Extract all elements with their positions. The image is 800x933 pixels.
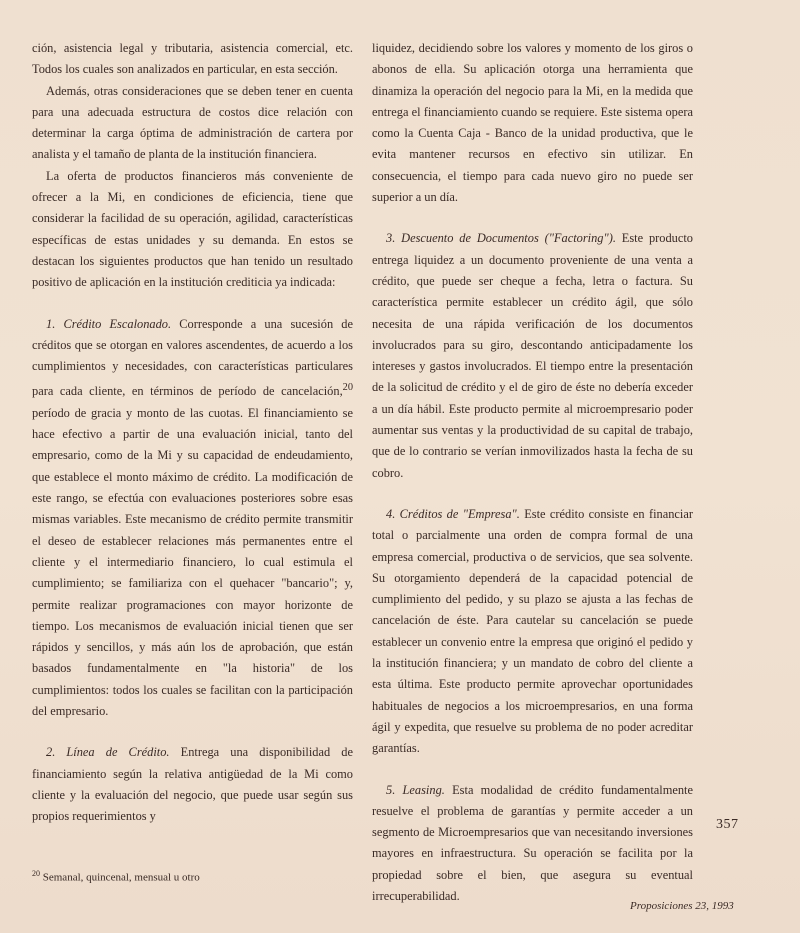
section-1-paragraph [32, 314, 353, 723]
section-3-title: 3. Descuento de Documentos ("Factoring"). [386, 231, 616, 246]
left-column [32, 38, 353, 828]
section-2-title: 2. Línea de Crédito. [46, 745, 170, 760]
section-3-paragraph [372, 228, 693, 484]
section-3-body: Este producto entrega liquidez a un documento proveniente de una venta a crédito, que puede ser cheque a fecha, letra o factura. Su característica permite establecer un crédito ágil, que sólo necesita de una rápida verificación de los documentos involucrados para su giro, descontando anticipadamente los intereses y gastos involucrados. El tiempo entre la presentación de la solicitud de crédito y el de giro de éste no debería exceder a un día hábil. Este producto permite al microempresario poder aumentar sus ventas y la productividad de su capital de trabajo, que de lo contrario se verían inmovilizados hasta la fecha de su cobro. [372, 231, 693, 480]
section-2-body: Entrega una disponibilidad de financiamiento según la relativa antigüedad de la Mi como cliente y la evaluación del negocio, que puede usar según sus propios requerimientos y [32, 745, 354, 824]
footnote-reference: 20 [342, 382, 353, 394]
section-4-title: 4. Créditos de "Empresa". [386, 506, 520, 521]
running-footer: Proposiciones 23, 1993 [630, 900, 734, 912]
paragraph-continued: liquidez, decidiendo sobre los valores y momento de los giros o abonos de ella. Su aplicación otorga una herramienta que dinamiza la operación del negocio para la Mi, en la medida que entrega el financiamiento cuando se requiere. Este sistema opera como la Cuenta Caja - Banco de la unidad productiva, que le evita mantener recursos en efectivo sin utilizar. En consecuencia, el tiempo para cada nuevo giro no puede ser superior a un día. [372, 41, 693, 205]
page-number: 357 [716, 817, 739, 832]
section-4-body: Este crédito consiste en financiar total o parcialmente una orden de compra formal de una empresa comercial, productiva o de servicios, que sea solvente. Su otorgamiento dependerá de la capacidad potencial de cumplimiento del pedido, y su plazo se ajusta a las fechas de cancelación de éste. Para cautelar su cancelación se puede establecer un convenio entre la empresa que originó el pedido y la institución financiera; y un mandato de cobro del cliente a esta última. Este producto permite aprovechar oportunidades habituales de negocios a los microempresarios, en una forma ágil y expedita, que resuelve su problema de no poder acreditar garantías. [372, 506, 693, 756]
section-5-title: 5. Leasing. [386, 782, 445, 797]
paragraph: ción, asistencia legal y tributaria, asistencia comercial, etc. Todos los cuales son analizados en particular, en esta sección. [32, 41, 353, 77]
paragraph: La oferta de productos financieros más conveniente de ofrecer a la Mi, en condiciones de eficiencia, tiene que considerar la facilidad de su operación, agilidad, características específicas de estas unidades y su demanda. En estos se destacan los siguientes productos que han tenido un resultado positivo de aplicación en la institución crediticia ya indicada: [32, 168, 353, 290]
section-1-body-continued: período de gracia y monto de las cuotas. El financiamiento se hace efectivo a partir de una evaluación inicial, tanto del empresario, como de la Mi y su capacidad de endeudamiento, que establece el monto máximo de crédito. La modificación de este rango, se efectúa con evaluaciones posteriores sobre esas mismas variables. Este mecanismo de crédito permite transmitir el deseo de establecer relaciones más permanentes entre el cliente y el intermediario financiero, lo cual estimula el cumplimiento; se familiariza con el quehacer "bancario"; y, permite realizar programaciones con mayor horizonte de tiempo. Los mecanismos de evaluación inicial tienen que ser rápidos y sencillos, y más aún los de aprobación, que están basados fundamentalmente en "la historia" de los cumplimientos: todos los cuales se facilitan con la participación del empresario. [32, 405, 353, 719]
right-column [372, 38, 693, 907]
footnote [32, 866, 362, 886]
paragraph: Además, otras consideraciones que se deben tener en cuenta para una adecuada estructura de costos dice relación con determinar la carga óptima de administración de cartera por analista y el tamaño de planta de la institución financiera. [32, 83, 353, 162]
section-1-title: 1. Crédito Escalonado. [46, 316, 172, 331]
footnote-text: Semanal, quincenal, mensual u otro [40, 871, 200, 884]
section-1-body: Corresponde a una sucesión de créditos que se otorgan en valores ascendentes, de acuerdo a los cumplimientos y necesidades, con características particulares para cada cliente, en términos de período de cancelación, [32, 316, 353, 399]
section-2-paragraph [32, 742, 353, 827]
section-5-paragraph [372, 780, 693, 908]
footnote-mark: 20 [32, 869, 40, 878]
section-4-paragraph [372, 504, 693, 760]
section-5-body: Esta modalidad de crédito fundamentalmente resuelve el problema de garantías y permite acceder a un segmento de Microempresarios que van necesitando inversiones mayores en infraestructura. Su operación se facilita por la propiedad sobre el bien, que asegura su eventual irrecuperabilidad. [372, 782, 693, 903]
